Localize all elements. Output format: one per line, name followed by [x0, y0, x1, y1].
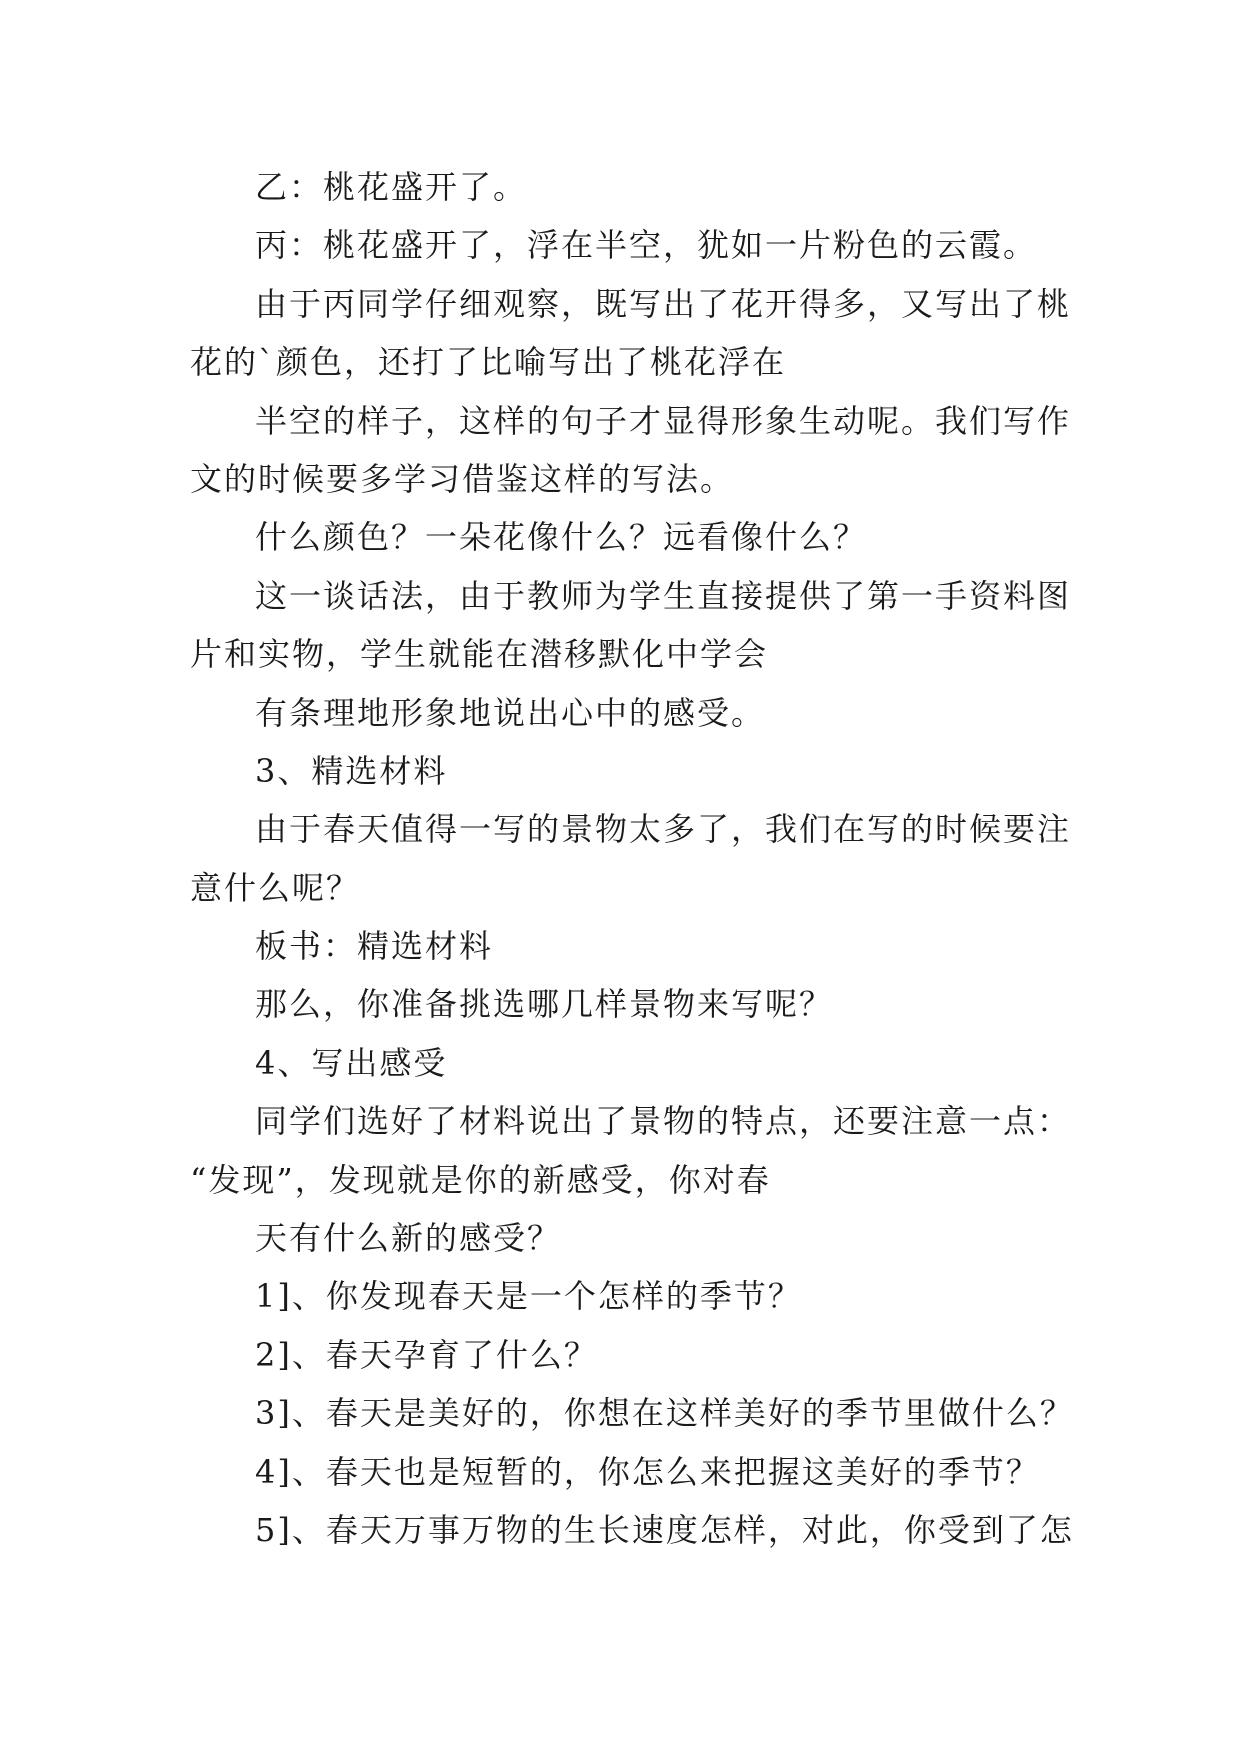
paragraph-line: 半空的样子，这样的句子才显得形象生动呢。我们写作 [255, 401, 1072, 440]
paragraph-line: 天有什么新的感受？ [255, 1219, 562, 1258]
paragraph-line: 丙：桃花盛开了，浮在半空，犹如一片粉色的云霞。 [255, 226, 1038, 265]
paragraph-line: 花的`颜色，还打了比喻写出了桃花浮在 [190, 343, 787, 382]
paragraph-line: 乙：桃花盛开了。 [255, 168, 528, 206]
list-item: 4]、春天也是短暂的，你怎么来把握这美好的季节？ [255, 1452, 1040, 1491]
paragraph-line: 片和实物，学生就能在潜移默化中学会 [190, 635, 769, 674]
paragraph-line: 文的时候要多学习借鉴这样的写法。 [190, 459, 735, 498]
section-heading: 3、精选材料 [255, 751, 448, 790]
paragraph-line: 那么，你准备挑选哪几样景物来写呢？ [255, 985, 834, 1024]
paragraph-line: 由于丙同学仔细观察，既写出了花开得多，又写出了桃 [255, 284, 1072, 323]
paragraph-line: 意什么呢？ [190, 868, 361, 907]
document-body [190, 158, 1074, 1559]
section-heading: 4、写出感受 [255, 1043, 448, 1082]
list-item: 1]、你发现春天是一个怎样的季节？ [255, 1277, 802, 1316]
paragraph-line: 板书：精选材料 [255, 927, 494, 966]
paragraph-line: 同学们选好了材料说出了景物的特点，还要注意一点： [255, 1102, 1072, 1141]
paragraph-line: 由于春天值得一写的景物太多了，我们在写的时候要注 [255, 810, 1072, 849]
paragraph-line: 这一谈话法，由于教师为学生直接提供了第一手资料图 [255, 576, 1072, 615]
list-item: 5]、春天万事万物的生长速度怎样，对此，你受到了怎 [255, 1510, 1074, 1549]
paragraph-line: “发现”，发现就是你的新感受，你对春 [190, 1160, 771, 1199]
list-item: 3]、春天是美好的，你想在这样美好的季节里做什么？ [255, 1394, 1074, 1433]
paragraph-line: 什么颜色？一朵花像什么？远看像什么？ [255, 518, 868, 557]
list-item: 2]、春天孕育了什么？ [255, 1335, 598, 1374]
paragraph-line: 有条理地形象地说出心中的感受。 [255, 693, 766, 732]
